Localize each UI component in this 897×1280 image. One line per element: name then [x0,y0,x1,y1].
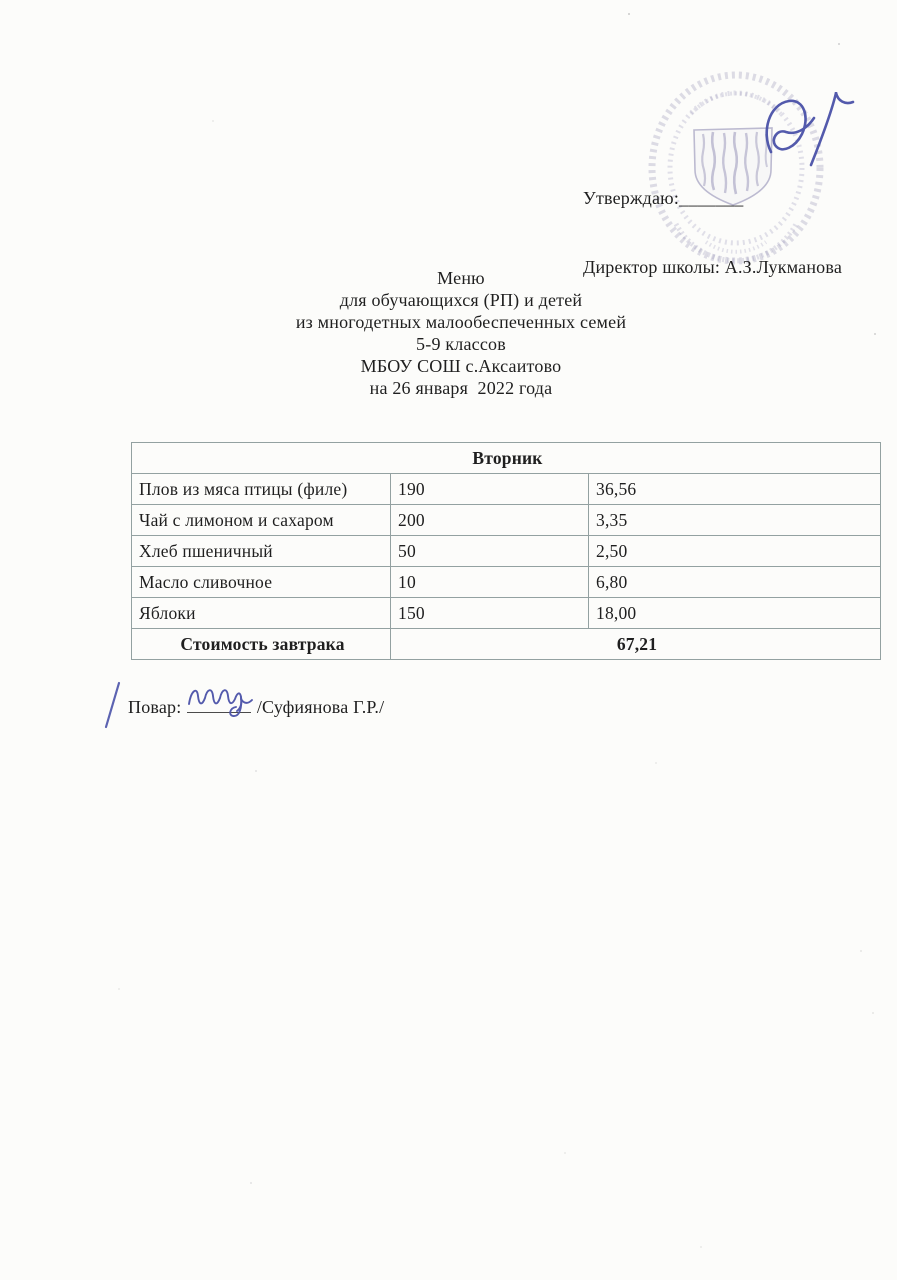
day-header-cell: Вторник [132,443,881,474]
cook-signature [185,677,255,719]
total-value-cell: 67,21 [391,629,881,660]
menu-row [132,474,881,505]
stray-pen-stroke [103,681,123,729]
dish-cell: Масло сливочное [132,567,391,598]
menu-table [131,442,881,660]
menu-row [132,598,881,629]
price-cell: 2,50 [589,536,881,567]
total-label-cell: Стоимость завтрака [132,629,391,660]
weight-cell: 200 [391,505,589,536]
director-signature [757,92,857,172]
weight-cell: 50 [391,536,589,567]
title-line-menu: Меню [437,268,485,288]
dish-cell: Хлеб пшеничный [132,536,391,567]
dish-cell: Яблоки [132,598,391,629]
scan-noise-specks [0,0,2,2]
dish-cell: Плов из мяса птицы (филе) [132,474,391,505]
weight-cell: 10 [391,567,589,598]
title-line-school: МБОУ СОШ с.Аксаитово [360,356,562,376]
title-line-audience: для обучающихся (РП) и детей [339,290,583,310]
day-header-row [132,443,881,474]
price-cell: 3,35 [589,505,881,536]
menu-row [132,536,881,567]
price-cell: 6,80 [589,567,881,598]
dish-cell: Чай с лимоном и сахаром [132,505,391,536]
price-cell: 36,56 [589,474,881,505]
title-line-date: на 26 января 2022 года [369,378,553,398]
cook-label: Повар: [128,697,182,717]
title-line-grades: 5-9 классов [416,334,506,354]
document-title-block [0,267,897,399]
menu-row [132,505,881,536]
total-row [132,629,881,660]
cook-line [128,694,384,718]
menu-row [132,567,881,598]
cook-name: /Суфиянова Г.Р./ [256,697,385,717]
weight-cell: 150 [391,598,589,629]
cook-signature-blank [187,694,251,713]
price-cell: 18,00 [589,598,881,629]
weight-cell: 190 [391,474,589,505]
approval-line-utverzhdayu: Утверждаю:_______ [583,188,744,208]
title-line-families: из многодетных малообеспеченных семей [295,312,627,332]
approval-line-director: Директор школы: А.З.Лукманова [583,257,843,277]
